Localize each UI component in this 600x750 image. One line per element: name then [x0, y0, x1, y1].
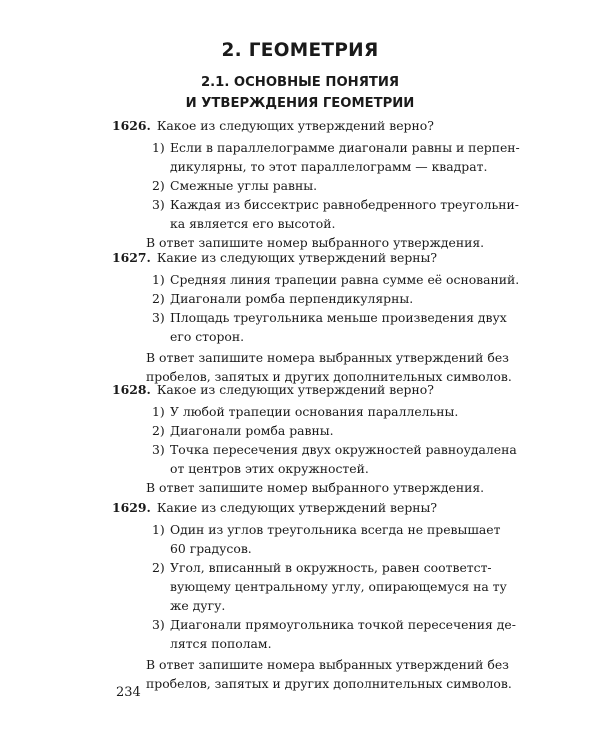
- section-title-line: 2.1. ОСНОВНЫЕ ПОНЯТИЯ: [200, 75, 400, 90]
- task-option-continuation: [112, 577, 512, 596]
- option-number: 2): [152, 291, 165, 306]
- task-instruction: В ответ запишите номер выбранного утверждения.: [146, 235, 485, 250]
- task-option: [112, 520, 512, 539]
- task-question: Какие из следующих утверждений верны?: [156, 250, 438, 265]
- option-text-line: Диагонали ромба равны.: [170, 423, 334, 438]
- option-text-line: от центров этих окружностей.: [170, 461, 369, 476]
- section-title: [0, 72, 600, 114]
- task-option-continuation: [112, 634, 512, 653]
- option-text-line: дикулярны, то этот параллелограмм — квадрат.: [170, 159, 488, 174]
- task-option: [112, 138, 520, 157]
- task-option-continuation: [112, 596, 512, 615]
- task-option: [112, 270, 520, 289]
- task-number: 1626.: [112, 118, 151, 133]
- option-text-line: Диагонали прямоугольника точкой пересечения де-: [170, 617, 516, 632]
- task-option: [112, 289, 512, 308]
- option-text-line: Каждая из биссектрис равнобедренного треугольни-: [170, 197, 519, 212]
- option-number: 3): [152, 197, 165, 212]
- task-question: Какие из следующих утверждений верны?: [156, 500, 438, 515]
- task-option: [112, 176, 512, 195]
- task-option: [112, 308, 512, 327]
- task-option-continuation: [112, 459, 512, 478]
- task-instruction: пробелов, запятых и других дополнительных символов.: [146, 676, 512, 691]
- task-instruction: пробелов, запятых и других дополнительных символов.: [146, 369, 512, 384]
- task-question-row: [112, 498, 512, 518]
- task-option: [112, 558, 512, 577]
- option-number: 1): [152, 140, 165, 155]
- task-option: [112, 440, 517, 459]
- task-instruction: В ответ запишите номера выбранных утверждений без: [146, 657, 509, 672]
- task-question-row: [112, 248, 512, 268]
- option-text-line: Один из углов треугольника всегда не превышает: [170, 522, 501, 537]
- task-option-continuation: [112, 214, 512, 233]
- option-text-line: Точка пересечения двух окружностей равноудалена: [170, 442, 517, 457]
- option-text-line: лятся пополам.: [170, 636, 272, 651]
- option-text-line: Смежные углы равны.: [170, 178, 318, 193]
- option-number: 1): [152, 404, 165, 419]
- option-text-line: 60 градусов.: [170, 541, 252, 556]
- task-1627: [112, 248, 520, 386]
- option-number: 1): [152, 272, 165, 287]
- task-option: [112, 615, 516, 634]
- chapter-title: 2. ГЕОМЕТРИЯ: [221, 40, 379, 61]
- task-question: Какое из следующих утверждений верно?: [156, 382, 434, 397]
- option-number: 2): [152, 560, 165, 575]
- task-number: 1627.: [112, 250, 151, 265]
- option-text-line: У любой трапеции основания параллельны.: [170, 404, 459, 419]
- option-text-line: вующему центральному углу, опирающемуся на ту: [170, 579, 507, 594]
- task-option-continuation: [112, 539, 512, 558]
- option-number: 3): [152, 617, 165, 632]
- task-question-row: [112, 116, 512, 136]
- task-question-row: [112, 380, 512, 400]
- task-option-continuation: [112, 157, 512, 176]
- task-1628: [112, 380, 517, 497]
- task-1626: [112, 116, 520, 252]
- page-number: 234: [116, 685, 141, 700]
- option-text-line: Площадь треугольника меньше произведения двух: [170, 310, 507, 325]
- section-title-line: И УТВЕРЖДЕНИЯ ГЕОМЕТРИИ: [185, 96, 415, 111]
- task-1629: [112, 498, 516, 693]
- task-option: [112, 195, 519, 214]
- task-instruction: В ответ запишите номер выбранного утверждения.: [146, 480, 485, 495]
- task-option: [112, 421, 512, 440]
- option-text-line: Средняя линия трапеции равна сумме её оснований.: [170, 272, 520, 287]
- task-number: 1629.: [112, 500, 151, 515]
- task-option: [112, 402, 512, 421]
- option-text-line: же дугу.: [170, 598, 226, 613]
- option-text-line: Если в параллелограмме диагонали равны и перпен-: [170, 140, 520, 155]
- option-number: 2): [152, 178, 165, 193]
- option-number: 3): [152, 442, 165, 457]
- option-text-line: ка является его высотой.: [170, 216, 336, 231]
- task-option-continuation: [112, 327, 512, 346]
- task-question: Какое из следующих утверждений верно?: [156, 118, 434, 133]
- task-number: 1628.: [112, 382, 151, 397]
- option-number: 2): [152, 423, 165, 438]
- option-text-line: Угол, вписанный в окружность, равен соответст-: [170, 560, 492, 575]
- option-text-line: его сторон.: [170, 329, 245, 344]
- option-number: 3): [152, 310, 165, 325]
- option-text-line: Диагонали ромба перпендикулярны.: [170, 291, 414, 306]
- task-instruction: В ответ запишите номера выбранных утверждений без: [146, 350, 509, 365]
- option-number: 1): [152, 522, 165, 537]
